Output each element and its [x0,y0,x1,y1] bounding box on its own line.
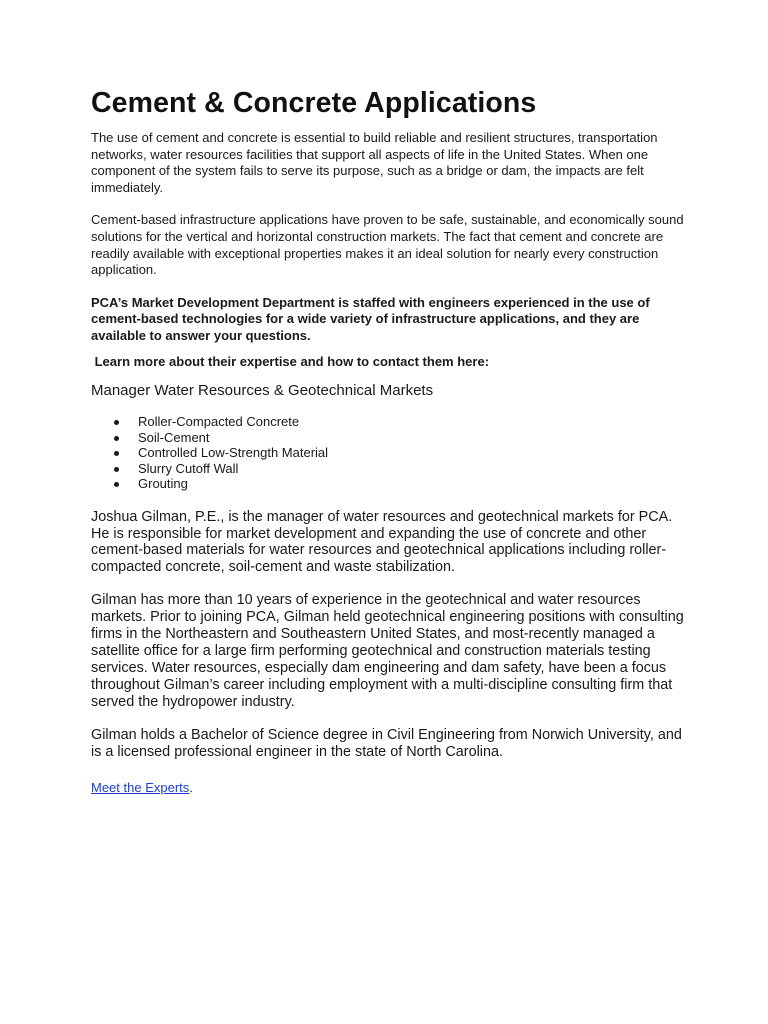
bullet-icon [114,420,119,425]
manager-heading: Manager Water Resources & Geotechnical Markets [91,382,434,400]
application-list [91,414,691,492]
bio-paragraph-1: Joshua Gilman, P.E., is the manager of water resources and geotechnical markets for PCA. He is responsible for market development and expanding the use of concrete and other cement-based materials for water resources and geotechnical applications including roller-compacted concrete, soil-cement and waste stabilization. [91,508,673,576]
bio-paragraph-2: Gilman has more than 10 years of experience in the geotechnical and water resources markets. Prior to joining PCA, Gilman held geotechnical engineering positions with consulting firms in the Northeastern and Southeastern United States, and most-recently managed a satellite office for a large firm performing geotechnical and construction materials testing services. Water resources, especially dam engineering and dam safety, have been a focus throughout Gilman’s career including employment with a multi-discipline consulting firm that served the hydropower industry. [91,592,684,710]
list-item-label: Grouting [138,476,188,492]
link-suffix: . [189,780,193,796]
bio-paragraph-3: Gilman holds a Bachelor of Science degree in Civil Engineering from Norwich University, and is a licensed professional engineer in the state of North Carolina. [91,726,682,760]
list-item-label: Soil-Cement [138,429,210,445]
list-item [91,461,691,477]
list-item-label: Roller-Compacted Concrete [138,414,300,430]
list-item [91,476,691,492]
list-item [91,414,691,430]
list-item-label: Controlled Low-Strength Material [138,445,329,461]
list-item [91,430,691,446]
meet-experts-line [91,780,691,796]
market-development-paragraph: PCA’s Market Development Department is staffed with engineers experienced in the use of cement-based technologies for a wide variety of infrastructure applications, and they are available to answer your questions. [91,294,650,343]
page-title: Cement & Concrete Applications [91,87,537,119]
meet-the-experts-link[interactable]: Meet the Experts [91,780,190,796]
bullet-icon [114,482,119,487]
bullet-icon [114,467,119,472]
intro-paragraph-2: Cement-based infrastructure applications have proven to be safe, sustainable, and economically sound solutions for the vertical and horizontal construction markets. The fact that cement and concrete are readily available with exceptional properties makes it an ideal solution for nearly every construction application. [91,212,684,278]
list-item [91,445,691,461]
intro-paragraph-1: The use of cement and concrete is essential to build reliable and resilient structures, transportation networks, water resources facilities that support all aspects of life in the United States. When one component of the system fails to serve its purpose, such as a bridge or dam, the impacts are felt immediately. [91,130,658,195]
document-page [91,85,691,796]
bullet-icon [114,451,119,456]
list-item-label: Slurry Cutoff Wall [138,460,239,476]
bullet-icon [114,436,119,441]
learn-more-line: Learn more about their expertise and how to contact them here: [91,353,490,369]
